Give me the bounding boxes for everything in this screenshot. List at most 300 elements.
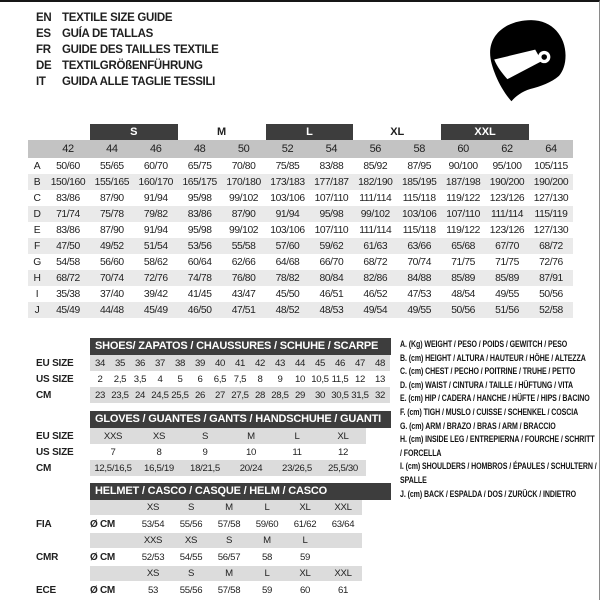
helmet-size-cell: XS (172, 533, 210, 548)
helmet-value-cell: 61 (337, 584, 349, 596)
measure-cell: 49/55 (397, 302, 441, 318)
measure-cell: 165/175 (178, 174, 222, 190)
value-cell: 36 (130, 355, 150, 371)
measure-row-f (28, 238, 573, 254)
row-letter: A (33, 160, 41, 172)
measure-cell: 111/114 (359, 192, 392, 204)
measure-cell: 107/110 (441, 206, 485, 222)
measure-cell: 91/94 (266, 206, 310, 222)
helmet-size-cell: M (210, 500, 248, 515)
helmet-value-cell: 53 (147, 584, 159, 596)
helmet-values-row-ece (36, 581, 362, 599)
row-letter: C (33, 192, 41, 204)
size-header-cell: 42 (46, 140, 90, 158)
helmet-size-cell: S (172, 566, 210, 581)
helmet-size-cell: XS (134, 566, 172, 581)
measure-cell: 83/86 (56, 224, 80, 236)
measure-cell: 67/70 (485, 238, 529, 254)
measure-cell: 83/86 (178, 206, 222, 222)
value-cell: 34 (90, 355, 110, 371)
measure-cell: 170/180 (222, 174, 266, 190)
value-cell: XS (136, 428, 182, 444)
measure-cell: 70/74 (90, 270, 134, 286)
measure-cell: 87/90 (99, 224, 124, 236)
measure-cell: 50/60 (56, 160, 80, 172)
measure-cell: 173/183 (266, 174, 310, 190)
measure-cell: 127/130 (533, 192, 569, 204)
measure-cell: 55/65 (99, 160, 124, 172)
measure-cell: 55/58 (222, 238, 266, 254)
helmet-size-cell: M (210, 566, 248, 581)
helmet-value-cell: 63/64 (331, 518, 355, 530)
measure-cell: 87/90 (99, 192, 124, 204)
value-cell: 35 (110, 355, 130, 371)
value-cell: 5 (177, 373, 183, 385)
value-cell: 3,5 (133, 373, 147, 385)
measure-cell: 105/115 (534, 160, 568, 172)
racing-helmet-svg (486, 16, 568, 112)
eu-size-row (36, 428, 366, 444)
helmet-value-cell: 61/62 (293, 518, 317, 530)
corner-cell (28, 124, 46, 140)
measure-cell: 103/106 (397, 206, 441, 222)
measure-cell: 76/80 (222, 270, 266, 286)
measure-cell: 47/51 (222, 302, 266, 318)
value-cell: 8 (257, 373, 263, 385)
measure-cell: 49/52 (90, 238, 134, 254)
helmet-value-cell: 59 (261, 584, 273, 596)
gloves-grid (36, 428, 366, 476)
size-header-cell: 58 (397, 140, 441, 158)
helmet-value-cell (324, 548, 362, 566)
row-label: US SIZE (36, 444, 90, 460)
row-label: EU SIZE (36, 428, 90, 444)
measure-cell: 71/74 (46, 206, 90, 222)
measure-cell: 58/62 (143, 256, 168, 268)
language-title: GUIDE DES TAILLES TEXTILE (62, 44, 219, 56)
value-cell: 7 (110, 446, 116, 458)
value-cell: 30 (310, 387, 330, 403)
measure-cell: 111/114 (485, 206, 529, 222)
measure-cell: 60/64 (187, 256, 212, 268)
value-cell: 10 (294, 373, 306, 385)
size-header-cell: 64 (529, 140, 573, 158)
size-group-spacer (46, 124, 90, 140)
diameter-unit-label: Ø CM (90, 518, 115, 530)
measure-cell: 185/195 (397, 174, 441, 190)
row-letter: H (28, 270, 46, 286)
size-header-cell: 62 (485, 140, 529, 158)
corner-cell (28, 140, 46, 158)
value-cell: 23,5 (110, 387, 130, 403)
value-cell: 11 (292, 446, 302, 458)
measure-cell: 150/160 (46, 174, 90, 190)
value-cell: 39 (190, 355, 210, 371)
measure-cell: 45/49 (134, 302, 178, 318)
standard-label: ECE (36, 581, 90, 599)
helmet-sizes-row-ece (36, 566, 362, 581)
measure-row-e (28, 222, 573, 238)
language-code: ES (36, 28, 51, 40)
language-item (36, 74, 219, 90)
helmet-value-cell: 57/58 (217, 584, 241, 596)
size-header-cell: 48 (178, 140, 222, 158)
legend-item: E. (cm) HIP / CADERA / HANCHE / HÜFTE / HIPS / BACINO (400, 393, 590, 404)
row-label-spacer (36, 533, 90, 548)
size-header-cell: 46 (134, 140, 178, 158)
measure-cell: 85/92 (363, 160, 388, 172)
value-cell: 31,5 (350, 387, 370, 403)
helmet-size-cell: L (286, 533, 324, 548)
measure-cell: 80/84 (309, 270, 353, 286)
value-cell: 10,5 (311, 373, 329, 385)
value-cell: XXS (90, 428, 136, 444)
unit-spacer (90, 566, 134, 581)
legend-item: F. (cm) TIGH / MUSLO / CUISSE / SCHENKEL / COSCIA (400, 406, 579, 417)
value-cell: 38 (170, 355, 190, 371)
value-cell: 18/21,5 (182, 460, 228, 476)
language-title: TEXTILGRÖßENFÜHRUNG (62, 60, 203, 72)
measure-cell: 45/50 (275, 288, 300, 300)
value-cell: 41 (230, 355, 250, 371)
size-group-spacer (529, 124, 573, 140)
row-letter: G (33, 256, 41, 268)
helmet-size-cell: XXL (324, 566, 362, 581)
measure-cell: 46/50 (178, 302, 222, 318)
size-group-m: M (217, 126, 227, 138)
standard-label: FIA (36, 515, 90, 533)
size-group-s: S (90, 124, 178, 140)
measure-cell: 43/47 (231, 288, 256, 300)
row-label: US SIZE (36, 371, 90, 387)
language-item (36, 10, 219, 26)
row-letter: J (28, 302, 46, 318)
size-header-cell: 60 (441, 140, 485, 158)
measure-row-j (28, 302, 573, 318)
measure-cell: 91/94 (143, 224, 168, 236)
measure-cell: 70/74 (407, 256, 432, 268)
language-code: FR (36, 44, 51, 56)
value-cell: XL (320, 428, 366, 444)
helmet-size-cell: L (248, 500, 286, 515)
helmet-size-cell: S (172, 500, 210, 515)
legend-item: H. (cm) INSIDE LEG / ENTREPIERNA / FOURCHE / SCHRITT / FORCELLA (400, 434, 595, 458)
value-cell: L (274, 428, 320, 444)
measure-cell: 115/119 (529, 206, 573, 222)
measure-cell: 53/56 (178, 238, 222, 254)
value-cell: 47 (350, 355, 370, 371)
measure-cell: 63/66 (397, 238, 441, 254)
legend-item: D. (cm) WAIST / CINTURA / TAILLE / HÜFTUNG / VITA (400, 379, 574, 390)
measure-cell: 37/40 (99, 288, 124, 300)
value-cell: 10 (245, 446, 257, 458)
measure-cell: 50/56 (539, 288, 563, 300)
legend-item: A. (Kg) WEIGHT / PESO / POIDS / GEWITCH / PESO (400, 339, 568, 349)
measure-cell: 45/49 (46, 302, 90, 318)
measure-cell: 187/198 (441, 174, 485, 190)
row-letter: E (33, 224, 41, 236)
diameter-unit-label: Ø CM (90, 551, 115, 563)
size-header-cell: 50 (222, 140, 266, 158)
row-letter: B (28, 174, 46, 190)
measure-cell: 60/70 (143, 160, 168, 172)
value-cell: 11,5 (331, 373, 349, 385)
legend-item: I. (cm) SHOULDERS / HOMBROS / ÉPAULES / SCHULTERN / SPALLE (400, 461, 597, 485)
racing-helmet-icon (486, 16, 568, 112)
value-cell: 2,5 (113, 373, 127, 385)
shoes-title-bar: SHOES/ ZAPATOS / CHAUSSURES / SCHUHE / SCARPE (90, 338, 391, 355)
value-cell: 25,5/30 (320, 460, 366, 476)
measure-cell: 49/55 (495, 288, 519, 300)
language-title: GUIDA ALLE TAGLIE TESSILI (62, 76, 216, 88)
helmet-size-cell: S (210, 533, 248, 548)
helmet-sizes-row-fia (36, 500, 362, 515)
measure-cell: 35/38 (56, 288, 80, 300)
language-code: EN (36, 12, 52, 24)
value-cell: 28 (250, 387, 270, 403)
measure-cell: 182/190 (353, 174, 397, 190)
row-letter: I (35, 288, 39, 300)
measure-cell: 48/52 (266, 302, 310, 318)
language-title: TEXTILE SIZE GUIDE (62, 12, 173, 24)
helmet-value-cell: 56/57 (217, 551, 241, 563)
value-cell: 37 (150, 355, 170, 371)
row-letter: D (28, 206, 46, 222)
size-group-l: L (266, 124, 354, 140)
legend-item: C. (cm) CHEST / PECHO / POITRINE / TRUHE / PETTO (400, 366, 576, 377)
helmet-grid (36, 500, 362, 599)
language-title-list (36, 10, 219, 90)
value-cell: 4 (157, 373, 163, 385)
helmet-size-cell: XXS (134, 533, 172, 548)
measure-cell: 52/58 (529, 302, 573, 318)
measure-cell: 83/88 (319, 160, 344, 172)
measure-cell: 103/106 (270, 192, 305, 204)
value-cell: 9 (202, 446, 208, 458)
language-item (36, 42, 219, 58)
measure-cell: 99/102 (353, 206, 397, 222)
helmet-sizes-row-cmr (36, 533, 362, 548)
helmet-title-bar: HELMET / CASCO / CASQUE / HELM / CASCO (90, 483, 391, 500)
measure-cell: 123/126 (489, 192, 525, 204)
measure-cell: 127/130 (533, 224, 569, 236)
legend-item: J. (cm) BACK / ESPALDA / DOS / ZURÜCK / INDIETRO (400, 488, 577, 499)
value-cell: 48 (370, 355, 390, 371)
measure-cell: 85/89 (485, 270, 529, 286)
value-cell: 9 (277, 373, 283, 385)
value-cell: 44 (290, 355, 310, 371)
value-cell: 24,5 (150, 387, 170, 403)
measure-cell: 87/90 (222, 206, 266, 222)
value-cell: 6 (197, 373, 203, 385)
measure-cell: 190/200 (529, 174, 573, 190)
value-cell: 2 (97, 373, 103, 385)
measure-cell: 68/72 (46, 270, 90, 286)
unit-spacer (90, 500, 134, 515)
value-cell: 27,5 (230, 387, 250, 403)
measure-cell: 70/80 (231, 160, 256, 172)
helmet-value-cell: 52/53 (141, 551, 165, 563)
measure-cell: 160/170 (134, 174, 178, 190)
value-cell: 12 (337, 446, 349, 458)
size-header-cell: 54 (309, 140, 353, 158)
value-cell: 28,5 (270, 387, 290, 403)
measure-cell: 64/68 (275, 256, 300, 268)
measure-cell: 84/88 (397, 270, 441, 286)
shoes-size-table (36, 338, 391, 403)
measure-cell: 72/76 (134, 270, 178, 286)
standard-label: CMR (36, 548, 90, 566)
textile-size-table (28, 124, 573, 318)
helmet-size-cell: L (248, 566, 286, 581)
gloves-title-bar: GLOVES / GUANTES / GANTS / HANDSCHUHE / GUANTI (90, 411, 391, 428)
measure-cell: 119/122 (446, 224, 480, 236)
measure-cell: 111/114 (359, 224, 392, 236)
measure-cell: 155/165 (90, 174, 134, 190)
measure-cell: 74/78 (178, 270, 222, 286)
helmet-size-cell: XL (286, 566, 324, 581)
helmet-value-cell: 60 (299, 584, 311, 596)
helmet-value-cell: 59/60 (255, 518, 279, 530)
helmet-value-cell: 59 (299, 551, 311, 563)
helmet-value-cell: 58 (261, 551, 273, 563)
measure-cell: 75/85 (275, 160, 300, 172)
helmet-value-cell: 55/56 (179, 584, 203, 596)
helmet-values-row-cmr (36, 548, 362, 566)
value-cell: 23 (90, 387, 110, 403)
measure-cell: 41/45 (187, 288, 212, 300)
measure-cell: 85/89 (441, 270, 485, 286)
measure-cell: 66/70 (319, 256, 344, 268)
measure-cell: 71/75 (495, 256, 519, 268)
language-title: GUÍA DE TALLAS (62, 28, 153, 40)
measure-cell: 75/78 (90, 206, 134, 222)
measure-cell: 61/63 (353, 238, 397, 254)
measure-row-a (28, 158, 573, 174)
measure-cell: 44/48 (90, 302, 134, 318)
helmet-value-cell: 53/54 (141, 518, 165, 530)
value-cell: 42 (250, 355, 270, 371)
row-label: EU SIZE (36, 355, 90, 371)
value-cell: 7,5 (233, 373, 247, 385)
helmet-size-cell: M (248, 533, 286, 548)
measure-cell: 65/68 (441, 238, 485, 254)
measure-cell: 48/54 (451, 288, 475, 300)
measure-cell: 62/66 (231, 256, 256, 268)
diameter-unit-label: Ø CM (90, 584, 115, 596)
measure-cell: 47/50 (46, 238, 90, 254)
measure-cell: 95/100 (492, 160, 522, 172)
measure-cell: 50/56 (441, 302, 485, 318)
value-cell: 8 (156, 446, 162, 458)
measure-cell: 68/72 (363, 256, 388, 268)
eu-size-row (36, 355, 390, 371)
shoes-grid (36, 355, 390, 403)
measure-cell: 47/53 (407, 288, 432, 300)
measure-cell: 46/51 (319, 288, 344, 300)
legend-item: B. (cm) HEIGHT / ALTURA / HAUTEUR / HÖHE / ALTEZZA (400, 352, 586, 363)
value-cell: 16,5/19 (136, 460, 182, 476)
value-cell: 46 (330, 355, 350, 371)
measure-cell: 68/72 (529, 238, 573, 254)
measure-cell: 72/76 (539, 256, 563, 268)
measure-cell: 87/95 (407, 160, 432, 172)
gloves-size-table (36, 411, 391, 476)
measure-cell: 56/60 (99, 256, 124, 268)
unit-spacer (90, 533, 134, 548)
measure-cell: 54/58 (56, 256, 80, 268)
helmet-value-cell: 55/56 (179, 518, 203, 530)
measure-cell: 79/82 (134, 206, 178, 222)
helmet-size-cell (324, 533, 362, 548)
value-cell: 6,5 (213, 373, 227, 385)
language-code: DE (36, 60, 52, 72)
measure-row-g (28, 254, 573, 270)
us-size-row (36, 371, 390, 387)
measure-row-b (28, 174, 573, 190)
size-header-cell: 52 (266, 140, 310, 158)
measure-cell: 177/187 (309, 174, 353, 190)
measure-cell: 87/91 (529, 270, 573, 286)
value-cell: 25,5 (170, 387, 190, 403)
size-group-xl: XL (390, 126, 405, 138)
value-cell: 24 (130, 387, 150, 403)
value-cell: 13 (374, 373, 386, 385)
value-cell: 32 (370, 387, 390, 403)
measure-cell: 65/75 (187, 160, 212, 172)
measure-cell: 103/106 (270, 224, 305, 236)
measure-cell: 99/102 (229, 224, 259, 236)
value-cell: 26 (190, 387, 210, 403)
measure-cell: 46/52 (363, 288, 388, 300)
measure-cell: 49/54 (353, 302, 397, 318)
value-cell: 30,5 (330, 387, 350, 403)
value-cell: 40 (210, 355, 230, 371)
measure-cell: 78/82 (266, 270, 310, 286)
value-cell: 20/24 (228, 460, 274, 476)
measure-cell: 99/102 (229, 192, 259, 204)
row-label: CM (36, 387, 90, 403)
value-cell: 23/26,5 (274, 460, 320, 476)
value-cell: M (228, 428, 274, 444)
measure-cell: 57/60 (266, 238, 310, 254)
measure-cell: 95/98 (309, 206, 353, 222)
row-label-spacer (36, 566, 90, 581)
measure-cell: 95/98 (187, 224, 212, 236)
measure-cell: 123/126 (489, 224, 525, 236)
language-item (36, 58, 219, 74)
size-group-row (28, 124, 573, 140)
helmet-value-cell: 54/55 (179, 551, 203, 563)
measure-row-c (28, 190, 573, 206)
measure-row-h (28, 270, 573, 286)
value-cell: 43 (270, 355, 290, 371)
value-cell: 45 (310, 355, 330, 371)
language-code: IT (36, 76, 46, 88)
helmet-size-cell: XL (286, 500, 324, 515)
measure-cell: 71/75 (451, 256, 475, 268)
helmet-value-cell: 57/58 (217, 518, 241, 530)
measure-cell: 83/86 (56, 192, 80, 204)
value-cell: 27 (210, 387, 230, 403)
measure-row-d (28, 206, 573, 222)
measure-cell: 59/62 (309, 238, 353, 254)
measure-cell: 107/110 (314, 192, 349, 204)
helmet-values-row-fia (36, 515, 362, 533)
row-letter: F (28, 238, 46, 254)
measure-cell: 82/86 (353, 270, 397, 286)
cm-row (36, 460, 366, 476)
